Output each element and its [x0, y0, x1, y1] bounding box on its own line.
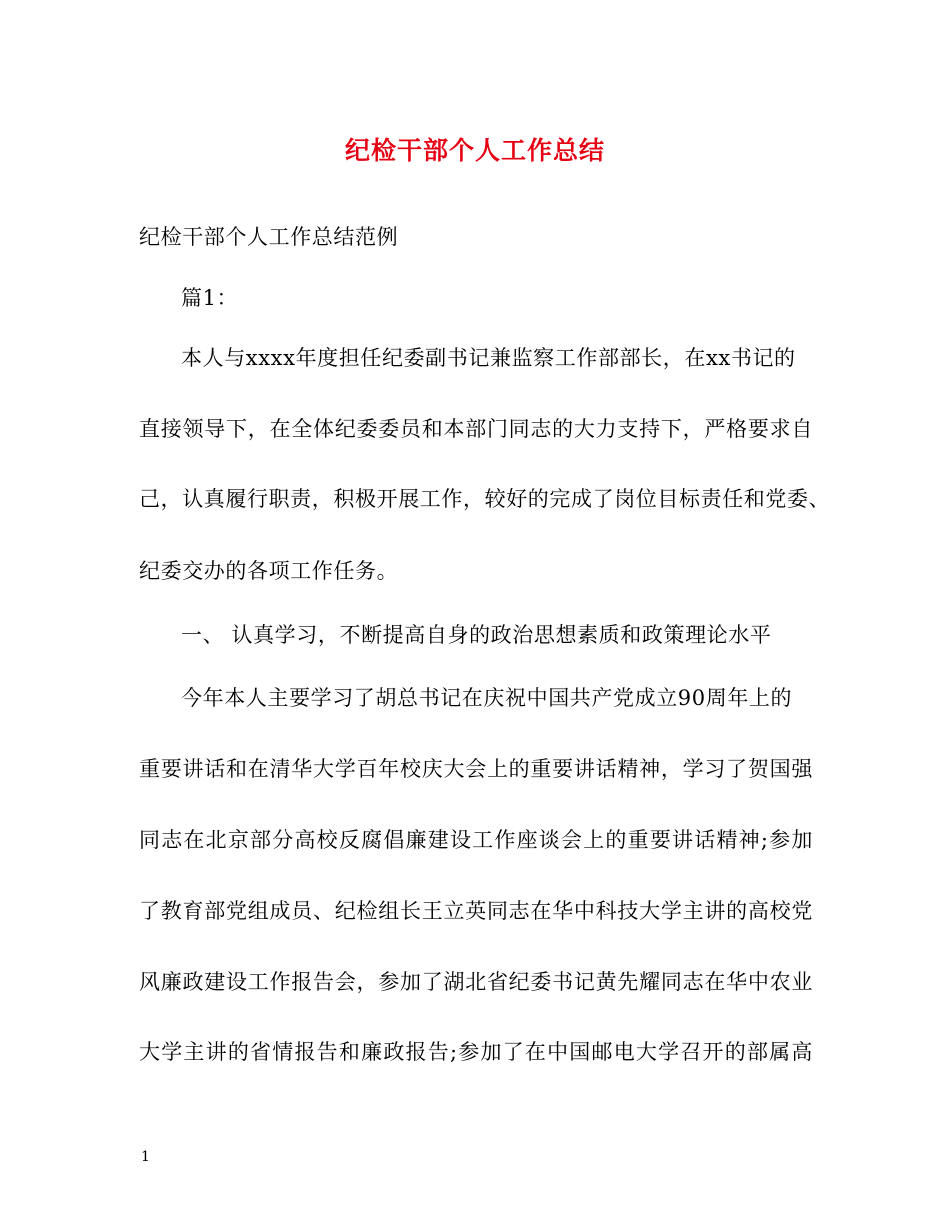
document-title: 纪检干部个人工作总结 — [344, 136, 605, 165]
paragraph-line: 大学主讲的省情报告和廉政报告;参加了在中国邮电大学召开的部属高 — [139, 1040, 813, 1064]
paragraph-line: 同志在北京部分高校反腐倡廉建设工作座谈会上的重要讲话精神;参加 — [139, 828, 813, 852]
section-heading: 一、 认真学习，不断提高自身的政治思想素质和政策理论水平 — [181, 623, 772, 647]
paragraph-line: 纪委交办的各项工作任务。 — [139, 559, 399, 583]
paragraph-line: 今年本人主要学习了胡总书记在庆祝中国共产党成立90周年上的 — [181, 686, 793, 710]
paragraph-line: 本人与xxxx年度担任纪委副书记兼监察工作部部长，在xx书记的 — [181, 346, 796, 370]
document-subtitle: 纪检干部个人工作总结范例 — [139, 225, 399, 249]
paragraph-line: 了教育部党组成员、纪检组长王立英同志在华中科技大学主讲的高校党 — [139, 899, 813, 923]
paragraph-line: 直接领导下，在全体纪委委员和本部门同志的大力支持下，严格要求自 — [139, 417, 813, 441]
paragraph-line: 己，认真履行职责，积极开展工作，较好的完成了岗位目标责任和党委、 — [139, 487, 831, 511]
paragraph-line: 重要讲话和在清华大学百年校庆大会上的重要讲话精神，学习了贺国强 — [139, 757, 813, 781]
paragraph-line: 风廉政建设工作报告会，参加了湖北省纪委书记黄先耀同志在华中农业 — [139, 970, 813, 994]
section-label: 篇1： — [181, 286, 239, 310]
page-number: 1 — [141, 1149, 150, 1165]
